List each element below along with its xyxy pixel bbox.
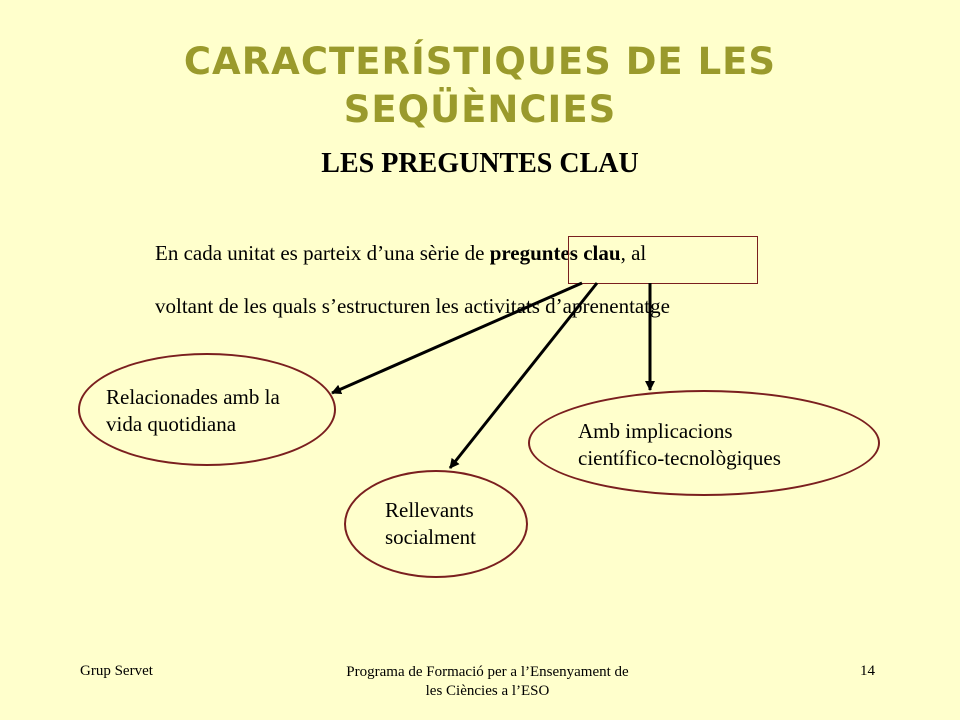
slide-title-line1: CARACTERÍSTIQUES DE LES [183,40,777,83]
footer-page-number: 14 [860,663,875,679]
key-questions-term: preguntes clau [489,241,621,265]
bubble-social-line1: Rellevants [385,498,474,522]
paragraph-line2: voltant de les quals s’estructuren les activitats d’aprenentatge [155,294,670,318]
arrow-to-social [450,283,597,468]
bubble-social-line2: socialment [385,525,476,549]
arrow-to-daily-life [332,283,582,393]
bubble-daily-life-line2: vida quotidiana [106,412,237,436]
slide-subtitle: LES PREGUNTES CLAU [321,148,639,179]
footer-program: Programa de Formació per a l’Ensenyament de les Ciències a l’ESO [346,664,629,699]
paragraph-line1-end: , al [620,241,647,265]
bubble-scientific-line2: científico-tecnològiques [578,446,781,470]
slide-title-line2: SEQÜÈNCIES [343,88,617,131]
bubble-daily-life-line1: Relacionades amb la [106,385,280,409]
footer-author: Grup Servet [80,663,153,679]
bubble-scientific-line1: Amb implicacions [578,419,733,443]
paragraph-line1-start: En cada unitat es parteix d’una sèrie de [155,241,490,265]
